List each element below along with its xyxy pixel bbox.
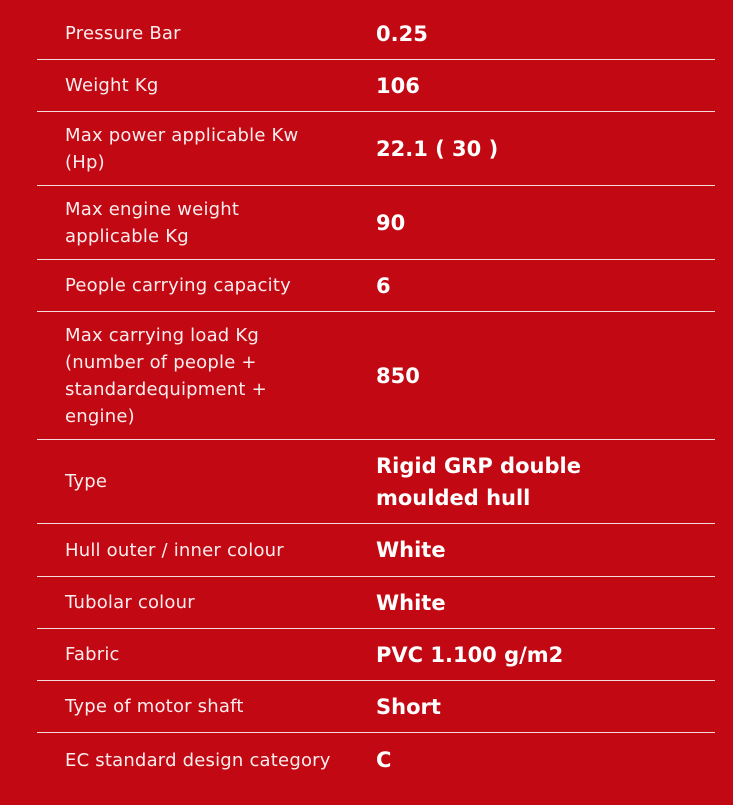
spec-row-fabric xyxy=(37,629,715,681)
spec-label: Max power applicable Kw (Hp) xyxy=(65,124,299,173)
spec-value: Rigid GRP double moulded hull xyxy=(376,453,581,510)
spec-row-max-power xyxy=(37,112,715,186)
spec-label: Max carrying load Kg (number of people + standardequipment + engine) xyxy=(65,324,267,427)
spec-row-max-engine-weight xyxy=(37,186,715,260)
spec-value: White xyxy=(376,538,446,562)
spec-label: Fabric xyxy=(65,644,120,665)
spec-table xyxy=(37,8,715,787)
spec-value: C xyxy=(376,748,392,772)
spec-row-max-load xyxy=(37,312,715,440)
spec-value: 6 xyxy=(376,273,391,298)
spec-value: White xyxy=(376,590,446,615)
spec-label: People carrying capacity xyxy=(65,275,291,296)
spec-row-hull-colour xyxy=(37,524,715,577)
spec-value: 850 xyxy=(376,363,420,388)
spec-label: Max engine weight applicable Kg xyxy=(65,198,240,247)
spec-label: Pressure Bar xyxy=(65,23,181,44)
spec-label: Tubolar colour xyxy=(65,592,195,613)
spec-value: 22.1 ( 30 ) xyxy=(376,136,499,161)
spec-row-motor-shaft xyxy=(37,681,715,733)
spec-label: EC standard design category xyxy=(65,749,331,771)
spec-row-people-capacity xyxy=(37,260,715,312)
spec-label: Type xyxy=(65,471,108,492)
spec-label: Type of motor shaft xyxy=(65,696,244,717)
spec-row-tubolar-colour xyxy=(37,577,715,629)
spec-row-pressure xyxy=(37,8,715,60)
spec-value: Short xyxy=(376,694,441,719)
spec-value: 0.25 xyxy=(376,21,428,46)
spec-label: Weight Kg xyxy=(65,75,159,96)
spec-label: Hull outer / inner colour xyxy=(65,539,284,561)
spec-row-design-category xyxy=(37,733,715,787)
spec-value: PVC 1.100 g/m2 xyxy=(376,642,564,667)
spec-row-type xyxy=(37,440,715,524)
spec-value: 106 xyxy=(376,73,420,98)
spec-value: 90 xyxy=(376,210,406,235)
spec-row-weight xyxy=(37,60,715,112)
